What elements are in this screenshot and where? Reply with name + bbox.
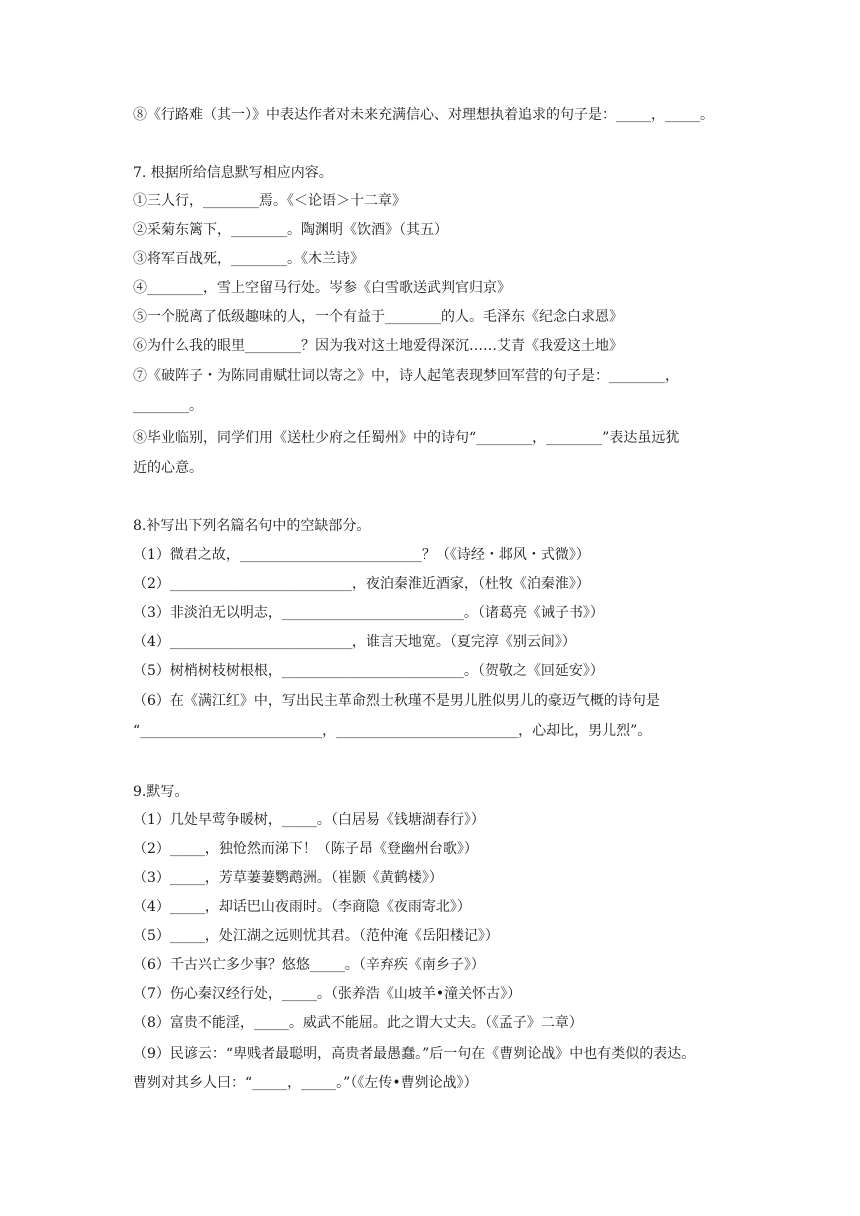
- question-line: （1）微君之故，__________________________？（《诗经・邶风・式微》）: [133, 547, 590, 563]
- question-heading: 8.补写出下列名篇名句中的空缺部分。: [133, 518, 371, 534]
- question-line: ⑧毕业临别，同学们用《送杜少府之任蜀州》中的诗句“________，________”表达虽远犹: [133, 430, 680, 446]
- question-line: （6）千古兴亡多少事？悠悠_____。（辛弃疾《南乡子》）: [133, 957, 485, 973]
- question-line: ⑤一个脱离了低级趣味的人，一个有益于________的人。毛泽东《纪念白求恩》: [133, 309, 623, 325]
- question-line: ⑥为什么我的眼里________？因为我对这土地爱得深沉……艾青《我爱这土地》: [133, 338, 623, 354]
- question-line: （5）树梢树枝树根根，__________________________。（贺敬之《回延安》）: [133, 663, 604, 679]
- question-heading: 7. 根据所给信息默写相应内容。: [133, 165, 333, 181]
- question-line: 曹刿对其乡人曰：“_____，_____。”（《左传•曹刿论战》）: [133, 1075, 478, 1091]
- question-line: （3）非淡泊无以明志，__________________________。（诸葛亮《诫子书》）: [133, 605, 604, 621]
- question-line: ⑧《行路难（其一）》中表达作者对未来充满信心、对理想执着追求的句子是：_____，_____。: [133, 107, 714, 123]
- question-line: （8）富贵不能淫，_____。威武不能屈。此之谓大丈夫。（《孟子》二章）: [133, 1015, 583, 1031]
- question-line: （4）__________________________，谁言天地宽。（夏完淳《别云间》）: [133, 634, 576, 650]
- question-line: ________。: [133, 398, 203, 414]
- question-line: （7）伤心秦汉经行处，_____。（张养浩《山坡羊•潼关怀古》）: [133, 986, 522, 1002]
- question-line: 近的心意。: [133, 460, 203, 476]
- question-line: （9）民谚云：“卑贱者最聪明，高贵者最愚蠢。”后一句在《曹刿论战》中也有类似的表达。: [133, 1046, 696, 1062]
- question-line: （5）_____，处江湖之远则忧其君。（范仲淹《岳阳楼记》）: [133, 928, 499, 944]
- question-line: ③将军百战死，________。《木兰诗》: [133, 251, 364, 267]
- question-line: “__________________________，__________________________，心却比，男儿烈”。: [133, 723, 652, 739]
- question-line: （4）_____，却话巴山夜雨时。（李商隐《夜雨寄北》）: [133, 899, 471, 915]
- question-line: ②采菊东篱下，________。陶渊明《饮酒》（其五）: [133, 222, 448, 238]
- question-line: （2）_____，独怆然而涕下！（陈子昂《登幽州台歌》）: [133, 841, 478, 857]
- question-line: （3）_____，芳草萋萋鹦鹉洲。（崔颢《黄鹤楼》）: [133, 870, 443, 886]
- question-line: （6）在《满江红》中，写出民主革命烈士秋瑾不是男儿胜似男儿的豪迈气概的诗句是: [133, 693, 660, 709]
- question-line: ⑦《破阵子・为陈同甫赋壮词以寄之》中，诗人起笔表现梦回军营的句子是：________，: [133, 368, 679, 384]
- question-line: （2）__________________________，夜泊秦淮近酒家，（杜牧《泊秦淮》）: [133, 576, 590, 592]
- question-line: ④________，雪上空留马行处。岑参《白雪歌送武判官归京》: [133, 280, 511, 296]
- question-heading: 9.默写。: [133, 784, 189, 800]
- question-line: ①三人行，________焉。《＜论语＞十二章》: [133, 193, 406, 209]
- question-line: （1）几处早莺争暖树，_____。（白居易《钱塘湖春行》）: [133, 812, 485, 828]
